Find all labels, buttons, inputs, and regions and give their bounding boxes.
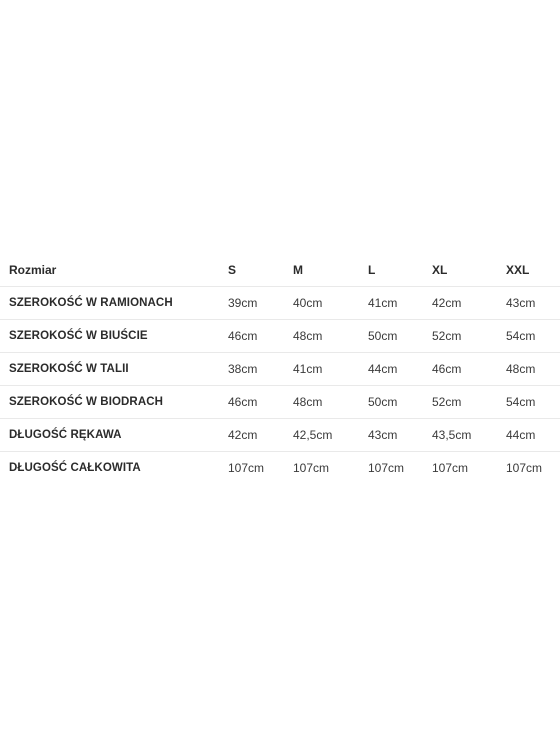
table-cell: 107cm: [228, 461, 265, 475]
table-cell: 38cm: [228, 353, 293, 386]
table-cell: 52cm: [432, 386, 506, 419]
table-cell: 48cm: [293, 320, 368, 353]
table-cell: 54cm: [506, 320, 560, 353]
table-row: [0, 452, 560, 485]
table-cell: 44cm: [506, 419, 560, 452]
row-label-total-length: DŁUGOŚĆ CAŁKOWITA: [9, 462, 141, 474]
table-cell: 54cm: [506, 386, 560, 419]
table-cell: 40cm: [293, 287, 368, 320]
table-row: [0, 386, 560, 419]
table-cell: 44cm: [368, 353, 432, 386]
table-cell: 42cm: [432, 287, 506, 320]
table-cell: 43cm: [368, 419, 432, 452]
table-cell: 43cm: [506, 287, 560, 320]
header-size-s: S: [228, 254, 293, 287]
table-cell: 46cm: [228, 386, 293, 419]
table-cell: 39cm: [228, 287, 293, 320]
header-size-l: L: [368, 254, 432, 287]
table-cell: 107cm: [368, 461, 405, 475]
row-label-hip-width: SZEROKOŚĆ W BIODRACH: [0, 386, 228, 419]
row-label-sleeve-length: DŁUGOŚĆ RĘKAWA: [0, 419, 228, 452]
table-cell: 42cm: [228, 419, 293, 452]
row-label-shoulder-width: SZEROKOŚĆ W RAMIONACH: [0, 287, 228, 320]
table-row: [0, 287, 560, 320]
header-size-m: M: [293, 254, 368, 287]
table-row: [0, 419, 560, 452]
row-label-bust-width: SZEROKOŚĆ W BIUŚCIE: [0, 320, 228, 353]
header-size-xxl: XXL: [506, 254, 560, 287]
table-cell: 48cm: [506, 353, 560, 386]
row-label-waist-width: SZEROKOŚĆ W TALII: [0, 353, 228, 386]
table-row: [0, 320, 560, 353]
table-cell: 107cm: [506, 461, 543, 475]
table-cell: 46cm: [228, 320, 293, 353]
table-cell: 50cm: [368, 386, 432, 419]
table-cell: 107cm: [432, 461, 469, 475]
table-cell: 43,5cm: [432, 419, 506, 452]
table-cell: 46cm: [432, 353, 506, 386]
size-chart-table: [0, 254, 560, 484]
header-size-label: Rozmiar: [0, 254, 228, 287]
table-cell: 107cm: [293, 461, 330, 475]
table-cell: 41cm: [368, 287, 432, 320]
table-header-row: [0, 254, 560, 287]
table-row: [0, 353, 560, 386]
table-cell: 52cm: [432, 320, 506, 353]
table-cell: 50cm: [368, 320, 432, 353]
header-size-xl: XL: [432, 254, 506, 287]
table-cell: 41cm: [293, 353, 368, 386]
table-cell: 48cm: [293, 386, 368, 419]
table-cell: 42,5cm: [293, 419, 368, 452]
